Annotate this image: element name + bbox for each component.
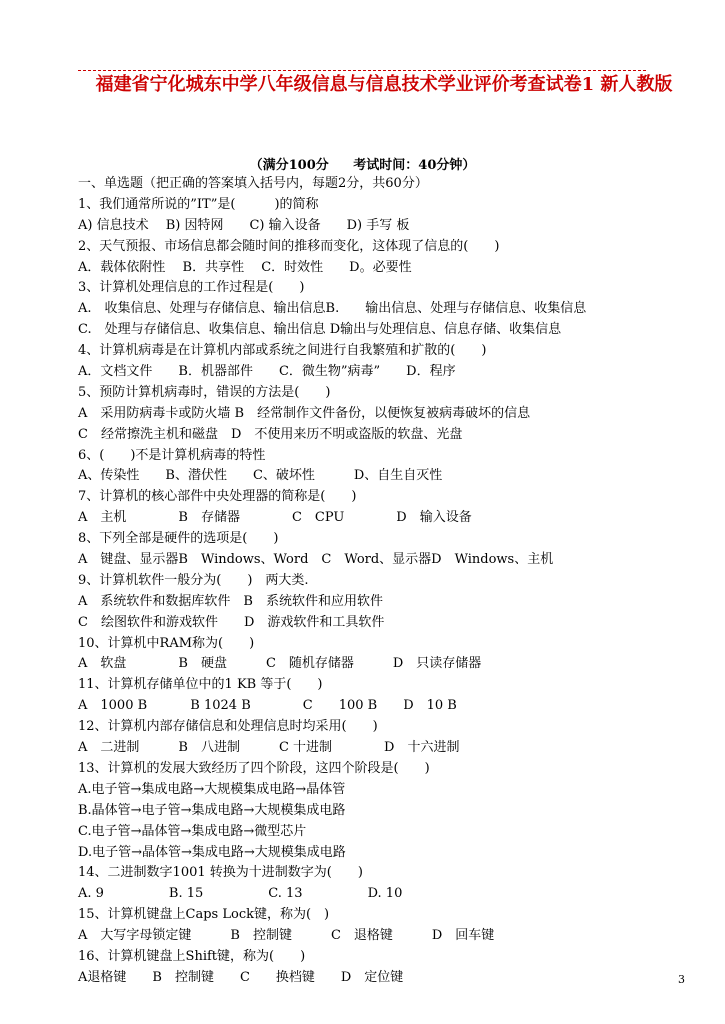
text-line: C 绘图软件和游戏软件 D 游戏软件和工具软件 [78,614,385,630]
text-line: A退格键 B 控制键 C 换档键 D 定位键 [78,969,404,985]
text-line: C.电子管→晶体管→集成电路→微型芯片 [78,823,307,839]
question-list [78,174,678,989]
text-line: 14、二进制数字1001 转换为十进制数字为( ) [78,865,363,881]
text-line: 15、计算机键盘上Caps Lock键，称为( ) [78,907,330,923]
text-line: C 经常擦洗主机和磁盘 D 不使用来历不明或盗版的软盘、光盘 [78,426,463,442]
text-line: 1、我们通常所说的”IT”是( )的简称 [78,196,319,212]
text-line: 4、计算机病毒是在计算机内部或系统之间进行自我繁殖和扩散的( ) [78,343,487,359]
text-line: 16、计算机键盘上Shift键，称为( ) [78,948,306,964]
text-line: A.电子管→集成电路→大规模集成电路→晶体管 [78,781,346,797]
document-title: 福建省宁化城东中学八年级信息与信息技术学业评价考查试卷1 新人教版 [95,74,673,95]
text-line: 2、天气预报、市场信息都会随时间的推移而变化，这体现了信息的( ) [78,238,500,254]
text-line: D.电子管→晶体管→集成电路→大规模集成电路 [78,844,346,860]
text-line: 5、预防计算机病毒时，错误的方法是( ) [78,384,331,400]
text-line: A．文档文件 B．机器部件 C．微生物”病毒” D．程序 [78,364,456,380]
text-line: 一、单选题（把正确的答案填入括号内，每题2分，共60分） [78,176,428,191]
text-line: 8、下列全部是硬件的选项是( ) [78,531,279,547]
text-line: A 大写字母锁定键 B 控制键 C 退格键 D 回车键 [78,928,495,944]
text-line: 12、计算机内部存储信息和处理信息时均采用( ) [78,719,378,735]
exam-meta [0,154,725,173]
text-line: A. 9 B. 15 C. 13 D. 10 [78,886,403,902]
text-line: 13、计算机的发展大致经历了四个阶段，这四个阶段是( ) [78,760,430,776]
text-line: A．载体依附性 B．共享性 C．时效性 D。必要性 [78,259,412,275]
text-line: 7、计算机的核心部件中央处理器的简称是( ) [78,489,357,505]
text-line: B.晶体管→电子管→集成电路→大规模集成电路 [78,802,346,818]
text-line: A、传染性 B、潜伏性 C、破坏性 D、自生自灭性 [78,468,443,484]
text-line: A 软盘 B 硬盘 C 随机存储器 D 只读存储器 [78,656,482,672]
page-number: 3 [678,973,685,986]
text-line: 3、计算机处理信息的工作过程是( ) [78,280,305,296]
text-line: 6、( )不是计算机病毒的特性 [78,447,266,463]
text-line: 9、计算机软件一般分为( ) 两大类. [78,572,309,588]
exam-time: 考试时间：40分钟） [353,158,476,173]
text-line: A) 信息技术 B) 因特网 C) 输入设备 D) 手写 板 [78,217,410,233]
text-line: A 二进制 B 八进制 C 十进制 D 十六进制 [78,740,460,756]
text-line: A 1000 B B 1024 B C 100 B D 10 B [78,698,457,714]
text-line: A 系统软件和数据库软件 B 系统软件和应用软件 [78,593,383,609]
full-score: （满分100分 [249,158,329,173]
text-line: A. 收集信息、处理与存储信息、输出信息B. 输出信息、处理与存储信息、收集信息 [78,301,587,317]
text-line: A 采用防病毒卡或防火墙 B 经常制作文件备份，以便恢复被病毒破坏的信息 [78,405,531,421]
text-line: A 主机 B 存储器 C CPU D 输入设备 [78,510,472,526]
text-line: A 键盘、显示器B Windows、Word C Word、显示器D Windows、主机 [78,552,554,568]
text-line: C. 处理与存储信息、收集信息、输出信息 D输出与处理信息、信息存储、收集信息 [78,322,562,338]
text-line: 10、计算机中RAM称为( ) [78,635,255,651]
header-rule [78,70,646,71]
text-line: 11、计算机存储单位中的1 KB 等于( ) [78,677,323,693]
